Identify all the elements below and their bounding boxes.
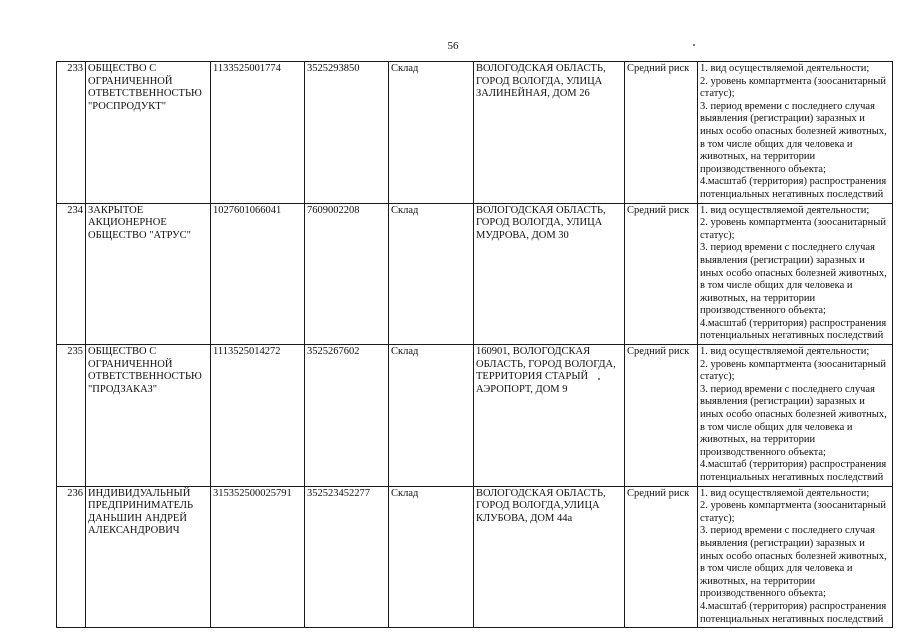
row-number-cell: 234 bbox=[57, 203, 86, 345]
table-row bbox=[57, 203, 893, 345]
table-row bbox=[57, 345, 893, 487]
inn-cell: 352523452277 bbox=[305, 486, 389, 628]
registry-table bbox=[56, 61, 893, 628]
organization-name-cell: ОБЩЕСТВО С ОГРАНИЧЕННОЙ ОТВЕТСТВЕННОСТЬЮ "ПРОДЗАКАЗ" bbox=[86, 345, 211, 487]
address-cell: ВОЛОГОДСКАЯ ОБЛАСТЬ, ГОРОД ВОЛОГДА, УЛИЦА ЗАЛИНЕЙНАЯ, ДОМ 26 bbox=[474, 62, 625, 204]
row-number-cell: 236 bbox=[57, 486, 86, 628]
row-number-cell: 235 bbox=[57, 345, 86, 487]
page-number: 56 bbox=[447, 40, 459, 52]
risk-criterion: 1. вид осуществляемой деятельности; bbox=[700, 346, 870, 358]
risk-criterion: 2. уровень компартмента (зоосанитарный статус); bbox=[700, 75, 886, 100]
risk-criterion: 4.масштаб (территория) распространения потенциальных негативных последствий bbox=[700, 176, 887, 200]
address-cell: ВОЛОГОДСКАЯ ОБЛАСТЬ, ГОРОД ВОЛОГДА,УЛИЦА КЛУБОВА, ДОМ 44а bbox=[474, 486, 625, 628]
risk-criterion: 1. вид осуществляемой деятельности; bbox=[700, 63, 870, 74]
ogrn-cell: 1027601066041 bbox=[211, 203, 305, 345]
inn-cell: 3525267602 bbox=[305, 345, 389, 487]
risk-criterion: 3. период времени с последнего случая выявления (регистрации) заразных и иных особо опасных болезней животных, в том числе общих для человека и животных, на территории производственного объекта; bbox=[700, 525, 887, 600]
ogrn-cell: 1113525014272 bbox=[211, 345, 305, 487]
inn-cell: 7609002208 bbox=[305, 203, 389, 345]
risk-criterion: 3. период времени с последнего случая выявления (регистрации) заразных и иных особо опасных болезней животных, в том числе общих для человека и животных, на территории производственного объекта; bbox=[700, 100, 887, 175]
address-cell: ВОЛОГОДСКАЯ ОБЛАСТЬ, ГОРОД ВОЛОГДА, УЛИЦА МУДРОВА, ДОМ 30 bbox=[474, 203, 625, 345]
risk-category-cell: Средний риск bbox=[625, 203, 698, 345]
risk-category-cell: Средний риск bbox=[625, 486, 698, 628]
object-type-cell: Склад bbox=[389, 203, 474, 345]
risk-criteria-cell bbox=[698, 486, 893, 628]
organization-name-cell: ЗАКРЫТОЕ АКЦИОНЕРНОЕ ОБЩЕСТВО "АТРУС" bbox=[86, 203, 211, 345]
risk-criterion: 4.масштаб (территория) распространения потенциальных негативных последствий bbox=[700, 600, 887, 625]
table-row bbox=[57, 62, 893, 204]
row-number-cell: 233 bbox=[57, 62, 86, 204]
inn-cell: 3525293850 bbox=[305, 62, 389, 204]
risk-criterion: 2. уровень компартмента (зоосанитарный статус); bbox=[700, 358, 886, 383]
address-cell: 160901, ВОЛОГОДСКАЯ ОБЛАСТЬ, ГОРОД ВОЛОГДА, ТЕРРИТОРИЯ СТАРЫЙ АЭРОПОРТ, ДОМ 9 bbox=[474, 345, 625, 487]
scan-speck bbox=[693, 44, 695, 46]
ogrn-cell: 1133525001774 bbox=[211, 62, 305, 204]
risk-criterion: 2. уровень компартмента (зоосанитарный статус); bbox=[700, 217, 886, 241]
ogrn-cell: 315352500025791 bbox=[211, 486, 305, 628]
risk-criterion: 3. период времени с последнего случая выявления (регистрации) заразных и иных особо опасных болезней животных, в том числе общих для человека и животных, на территории производственного объекта; bbox=[700, 383, 887, 458]
risk-criterion: 4.масштаб (территория) распространения потенциальных негативных последствий bbox=[700, 459, 887, 483]
registry-table-body bbox=[57, 62, 893, 628]
risk-criteria-cell bbox=[698, 203, 893, 345]
risk-criterion: 3. период времени с последнего случая выявления (регистрации) заразных и иных особо опасных болезней животных, в том числе общих для человека и животных, на территории производственного объекта; bbox=[700, 242, 887, 317]
object-type-cell: Склад bbox=[389, 486, 474, 628]
risk-criterion: 1. вид осуществляемой деятельности; bbox=[700, 487, 870, 499]
scan-speck bbox=[598, 378, 600, 380]
risk-criteria-cell bbox=[698, 62, 893, 204]
object-type-cell: Склад bbox=[389, 345, 474, 487]
object-type-cell: Склад bbox=[389, 62, 474, 204]
risk-criteria-cell bbox=[698, 345, 893, 487]
risk-category-cell: Средний риск bbox=[625, 345, 698, 487]
risk-category-cell: Средний риск bbox=[625, 62, 698, 204]
organization-name-cell: ИНДИВИДУАЛЬНЫЙ ПРЕДПРИНИМАТЕЛЬ ДАНЬШИН АНДРЕЙ АЛЕКСАНДРОВИЧ bbox=[86, 486, 211, 628]
organization-name-cell: ОБЩЕСТВО С ОГРАНИЧЕННОЙ ОТВЕТСТВЕННОСТЬЮ "РОСПРОДУКТ" bbox=[86, 62, 211, 204]
risk-criterion: 2. уровень компартмента (зоосанитарный статус); bbox=[700, 500, 886, 524]
risk-criterion: 1. вид осуществляемой деятельности; bbox=[700, 204, 870, 216]
table-row bbox=[57, 486, 893, 628]
risk-criterion: 4.масштаб (территория) распространения потенциальных негативных последствий bbox=[700, 317, 887, 342]
